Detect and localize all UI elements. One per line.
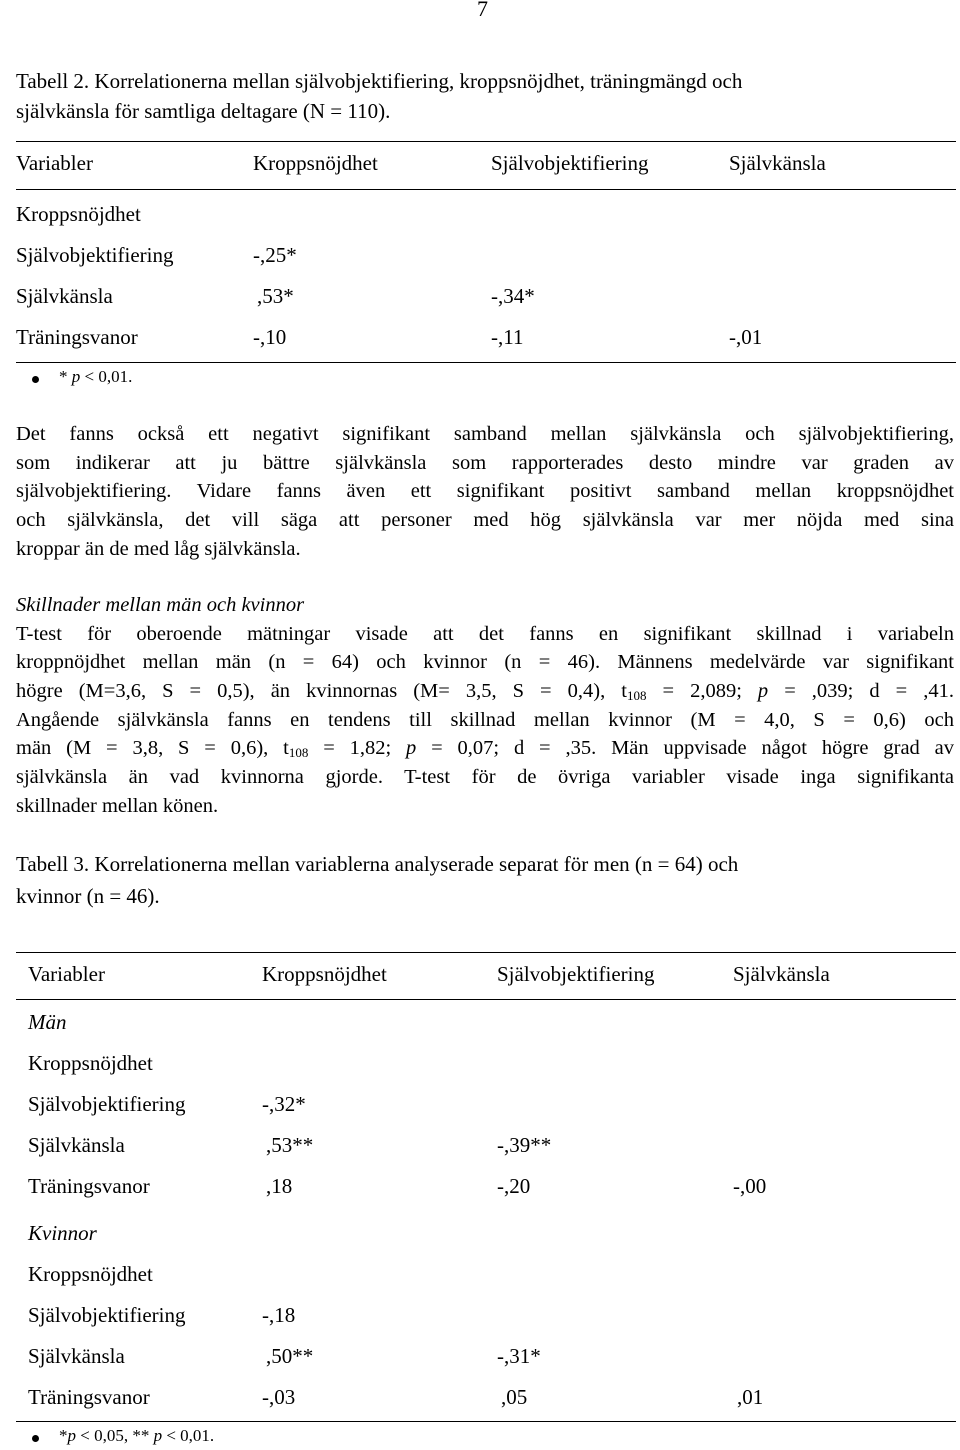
paragraph-line: Det fanns också ett negativt signifikant samband mellan självkänsla och självobjektifiering, <box>16 423 954 445</box>
table3-cell: -,03 <box>262 1385 296 1409</box>
table2-header-variabler: Variabler <box>16 151 93 175</box>
table3-caption <box>16 848 738 912</box>
paragraph-line: och självkänsla, det vill säga att personer med hög självkänsla var mer nöjda med sina <box>16 509 954 532</box>
note-p: p <box>71 367 81 386</box>
table3-cell: ,05 <box>501 1385 528 1409</box>
table2-cell: -,25* <box>253 243 297 267</box>
table3-header-sjalvkansla: Självkänsla <box>733 962 830 986</box>
table2-row-label: Självkänsla <box>16 284 113 308</box>
table3-group-label: Kvinnor <box>28 1221 97 1245</box>
table3-cell: ,01 <box>737 1385 764 1409</box>
note-rest: < 0,01. <box>80 367 133 386</box>
table3-header-sjalvobjektifiering: Självobjektifiering <box>497 962 655 986</box>
bullet-icon <box>32 1435 39 1442</box>
table2-row-label: Självobjektifiering <box>16 243 174 267</box>
section-line: kroppnöjdhet mellan män (n = 64) och kvinnor (n = 46). Männens medelvärde var signifikant <box>16 651 954 674</box>
table2-header-sjalvkansla: Självkänsla <box>729 151 826 175</box>
table3-cell: -,00 <box>733 1174 767 1198</box>
note-mid: < 0,05, ** <box>76 1426 154 1445</box>
table2-note <box>59 367 132 387</box>
table2-header-rule <box>16 189 956 190</box>
p-symbol: p <box>757 680 769 703</box>
paragraph-line: som indikerar att ju bättre självkänsla som rapporterades desto mindre var graden av <box>16 451 954 474</box>
section-line <box>16 677 954 706</box>
section-line: Angående självkänsla fanns en tendens till skillnad mellan kvinnor (M = 4,0, S = 0,6) och <box>16 708 954 731</box>
table3-row-label: Träningsvanor <box>28 1385 150 1409</box>
table2-caption-line2: självkänsla för samtliga deltagare (N = 110). <box>16 99 391 123</box>
table2-top-rule <box>16 141 956 142</box>
table2-cell: -,10 <box>253 325 287 349</box>
table2-cell: -,11 <box>491 325 524 349</box>
table3-cell: -,32* <box>262 1092 306 1116</box>
table3-header-kroppsnojdhet: Kroppsnöjdhet <box>262 962 387 986</box>
table3-cell: -,31* <box>497 1344 541 1368</box>
table3-caption-line1: Tabell 3. Korrelationerna mellan variablerna analyserade separat för men (n = 64) och <box>16 852 739 876</box>
table2-cell: ,53* <box>257 284 294 308</box>
section-heading: Skillnader mellan män och kvinnor <box>16 594 305 616</box>
table3-row-label: Självobjektifiering <box>28 1092 186 1116</box>
section-line: T-test för oberoende mätningar visade att det fanns en signifikant skillnad i variabeln <box>16 622 954 645</box>
subscript: 108 <box>626 688 647 704</box>
table2-cell: -,34* <box>491 284 535 308</box>
text-run: = 0,07; d = ,35. Män uppvisade något högre grad av <box>416 737 954 760</box>
paragraph-line: kroppar än de med låg självkänsla. <box>16 537 301 560</box>
note-rest: < 0,01. <box>162 1426 215 1445</box>
table3-cell: -,39** <box>497 1133 552 1157</box>
table3-cell: ,50** <box>266 1344 314 1368</box>
section-line <box>16 734 954 763</box>
table3-row-label: Kroppsnöjdhet <box>28 1051 153 1075</box>
table3-header-rule <box>16 999 956 1000</box>
table3-group-label: Män <box>28 1010 67 1034</box>
table3-note <box>59 1426 214 1446</box>
table2-row-label: Träningsvanor <box>16 325 138 349</box>
table3-top-rule <box>16 952 956 953</box>
text-run: = 2,089; <box>646 680 758 703</box>
table3-row-label: Självobjektifiering <box>28 1303 186 1327</box>
page-number: 7 <box>477 0 488 21</box>
note-p: p <box>67 1426 76 1445</box>
text-run: = 1,82; <box>308 737 407 760</box>
bullet-icon <box>32 376 39 383</box>
table3-caption-line2: kvinnor (n = 46). <box>16 884 160 908</box>
text-run: män (M = 3,8, S = 0,6), t <box>16 737 289 760</box>
note-star: * <box>59 1426 68 1445</box>
table3-cell: -,20 <box>497 1174 531 1198</box>
table2-header-sjalvobjektifiering: Självobjektifiering <box>491 151 649 175</box>
table3-cell: ,18 <box>266 1174 293 1198</box>
table3-row-label: Träningsvanor <box>28 1174 150 1198</box>
table2-header-kroppsnojdhet: Kroppsnöjdhet <box>253 151 378 175</box>
table3-row-label: Självkänsla <box>28 1133 125 1157</box>
table3-cell: ,53** <box>266 1133 314 1157</box>
paragraph-1 <box>16 420 954 563</box>
section-line: skillnader mellan könen. <box>16 794 219 817</box>
table2-cell: -,01 <box>729 325 763 349</box>
text-run: högre (M=3,6, S = 0,5), än kvinnornas (M= 3,5, S = 0,4), t <box>16 680 627 703</box>
table3-bottom-rule <box>16 1421 956 1422</box>
note-p: p <box>153 1426 163 1445</box>
table2-caption-line1: Tabell 2. Korrelationerna mellan självobjektifiering, kroppsnöjdhet, träningmängd och <box>16 69 743 93</box>
note-star: * <box>59 367 72 386</box>
table2-row-label: Kroppsnöjdhet <box>16 202 141 226</box>
table2-caption <box>16 66 742 126</box>
table3-cell: -,18 <box>262 1303 296 1327</box>
table3-header-variabler: Variabler <box>28 962 105 986</box>
table3-row-label: Kroppsnöjdhet <box>28 1262 153 1286</box>
paragraph-line: självobjektifiering. Vidare fanns även ett signifikant positivt samband mellan kroppsnöjdhet <box>16 480 954 503</box>
section-line: självkänsla än vad kvinnorna gjorde. T-test för de övriga variabler visade inga signifikanta <box>16 766 954 789</box>
text-run: = ,039; d = ,41. <box>768 680 954 703</box>
gender-differences-section <box>16 591 954 821</box>
table3-row-label: Självkänsla <box>28 1344 125 1368</box>
table2-bottom-rule <box>16 362 956 363</box>
subscript: 108 <box>288 745 309 761</box>
p-symbol: p <box>406 737 417 760</box>
